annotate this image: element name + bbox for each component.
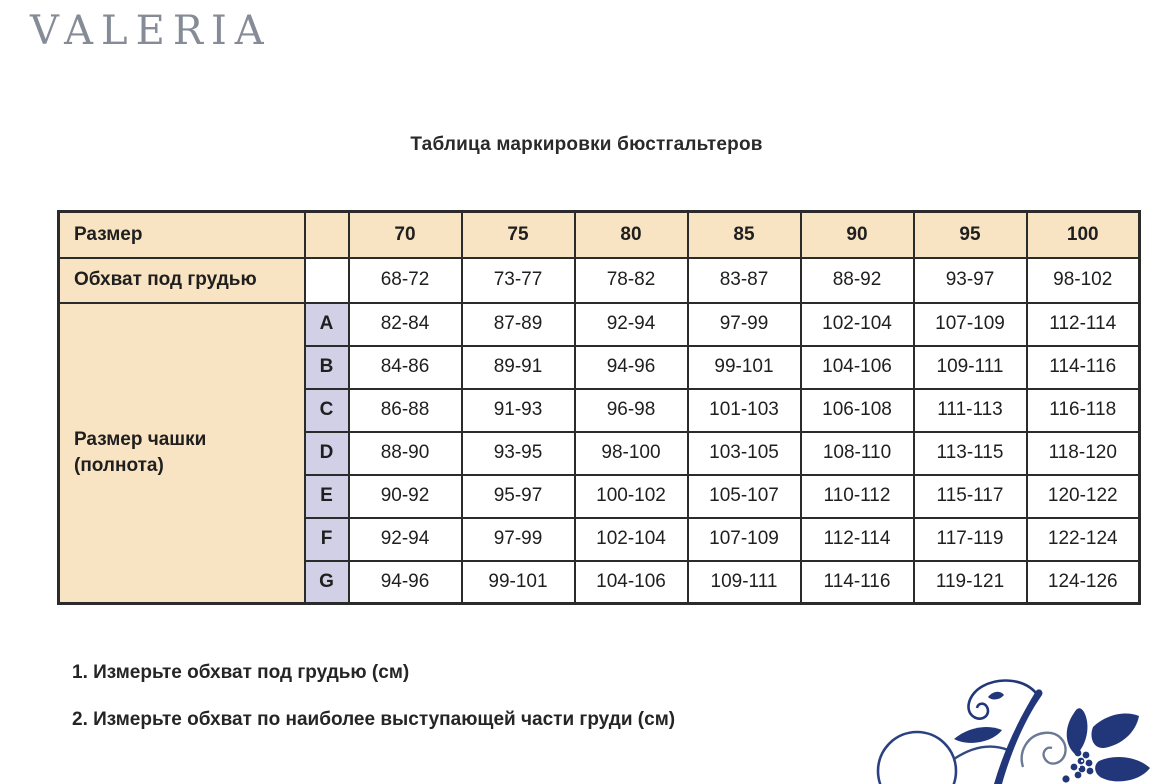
cup-label-line2: (полнота)	[74, 454, 164, 476]
cup-value-cell: 107-109	[914, 303, 1027, 346]
cup-letter-cell: D	[305, 432, 349, 475]
cup-value-cell: 109-111	[688, 561, 801, 604]
cup-value-cell: 104-106	[801, 346, 914, 389]
cup-value-cell: 88-90	[349, 432, 462, 475]
cup-value-cell: 94-96	[575, 346, 688, 389]
cup-value-cell: 103-105	[688, 432, 801, 475]
size-header-cell: 70	[349, 212, 462, 258]
cup-value-cell: 97-99	[462, 518, 575, 561]
table-row-cup-A	[59, 303, 1140, 346]
cup-value-cell: 112-114	[1027, 303, 1140, 346]
cup-value-cell: 107-109	[688, 518, 801, 561]
underbust-cell: 93-97	[914, 258, 1027, 303]
cup-value-cell: 106-108	[801, 389, 914, 432]
cup-value-cell: 111-113	[914, 389, 1027, 432]
brand-logo: VALERIA	[30, 8, 272, 54]
cup-value-cell: 99-101	[688, 346, 801, 389]
cup-value-cell: 122-124	[1027, 518, 1140, 561]
size-row-label: Размер	[59, 212, 305, 258]
size-header-cell: 90	[801, 212, 914, 258]
underbust-cell: 98-102	[1027, 258, 1140, 303]
size-header-cell: 95	[914, 212, 1027, 258]
cup-letter-cell: G	[305, 561, 349, 604]
instruction-step-1: 1. Измерьте обхват под грудью (см)	[72, 662, 410, 683]
cup-value-cell: 96-98	[575, 389, 688, 432]
cup-letter-cell: C	[305, 389, 349, 432]
cup-value-cell: 104-106	[575, 561, 688, 604]
size-header-cell: 100	[1027, 212, 1140, 258]
cup-value-cell: 116-118	[1027, 389, 1140, 432]
underbust-cell: 78-82	[575, 258, 688, 303]
underbust-row-label: Обхват под грудью	[59, 258, 305, 303]
cup-value-cell: 114-116	[1027, 346, 1140, 389]
cup-value-cell: 93-95	[462, 432, 575, 475]
cup-letter-cell: A	[305, 303, 349, 346]
underbust-cell: 88-92	[801, 258, 914, 303]
page-title: Таблица маркировки бюстгальтеров	[410, 134, 763, 155]
cup-value-cell: 102-104	[801, 303, 914, 346]
cup-value-cell: 113-115	[914, 432, 1027, 475]
cup-value-cell: 86-88	[349, 389, 462, 432]
measuring-instructions	[72, 662, 675, 756]
cup-value-cell: 100-102	[575, 475, 688, 518]
cup-value-cell: 99-101	[462, 561, 575, 604]
cup-value-cell: 94-96	[349, 561, 462, 604]
cup-label-line1: Размер чашки	[74, 429, 207, 451]
cup-value-cell: 105-107	[688, 475, 801, 518]
underbust-cell: 83-87	[688, 258, 801, 303]
cup-value-cell: 90-92	[349, 475, 462, 518]
cup-value-cell: 118-120	[1027, 432, 1140, 475]
size-header-cell: 80	[575, 212, 688, 258]
cup-value-cell: 115-117	[914, 475, 1027, 518]
size-header-cell: 85	[688, 212, 801, 258]
cup-value-cell: 97-99	[688, 303, 801, 346]
cup-value-cell: 102-104	[575, 518, 688, 561]
floral-ornament-decoration	[850, 655, 1173, 784]
cup-value-cell: 124-126	[1027, 561, 1140, 604]
cup-size-row-label	[59, 303, 305, 604]
cup-value-cell: 120-122	[1027, 475, 1140, 518]
underbust-cell: 73-77	[462, 258, 575, 303]
bra-size-table	[57, 210, 1141, 605]
cup-value-cell: 87-89	[462, 303, 575, 346]
cup-value-cell: 112-114	[801, 518, 914, 561]
cup-value-cell: 95-97	[462, 475, 575, 518]
cup-letter-cell: F	[305, 518, 349, 561]
blank-cell	[305, 258, 349, 303]
cup-value-cell: 110-112	[801, 475, 914, 518]
table-row-underbust	[59, 258, 1140, 303]
cup-value-cell: 117-119	[914, 518, 1027, 561]
cup-value-cell: 82-84	[349, 303, 462, 346]
cup-value-cell: 119-121	[914, 561, 1027, 604]
cup-value-cell: 98-100	[575, 432, 688, 475]
cup-value-cell: 92-94	[575, 303, 688, 346]
cup-letter-cell: E	[305, 475, 349, 518]
size-header-cell: 75	[462, 212, 575, 258]
underbust-cell: 68-72	[349, 258, 462, 303]
blank-cell	[305, 212, 349, 258]
cup-value-cell: 114-116	[801, 561, 914, 604]
cup-letter-cell: B	[305, 346, 349, 389]
cup-value-cell: 109-111	[914, 346, 1027, 389]
cup-value-cell: 101-103	[688, 389, 801, 432]
instruction-step-2: 2. Измерьте обхват по наиболее выступающей части груди (см)	[72, 709, 676, 730]
table-row-sizes	[59, 212, 1140, 258]
cup-value-cell: 89-91	[462, 346, 575, 389]
cup-value-cell: 108-110	[801, 432, 914, 475]
cup-value-cell: 91-93	[462, 389, 575, 432]
cup-value-cell: 92-94	[349, 518, 462, 561]
cup-value-cell: 84-86	[349, 346, 462, 389]
